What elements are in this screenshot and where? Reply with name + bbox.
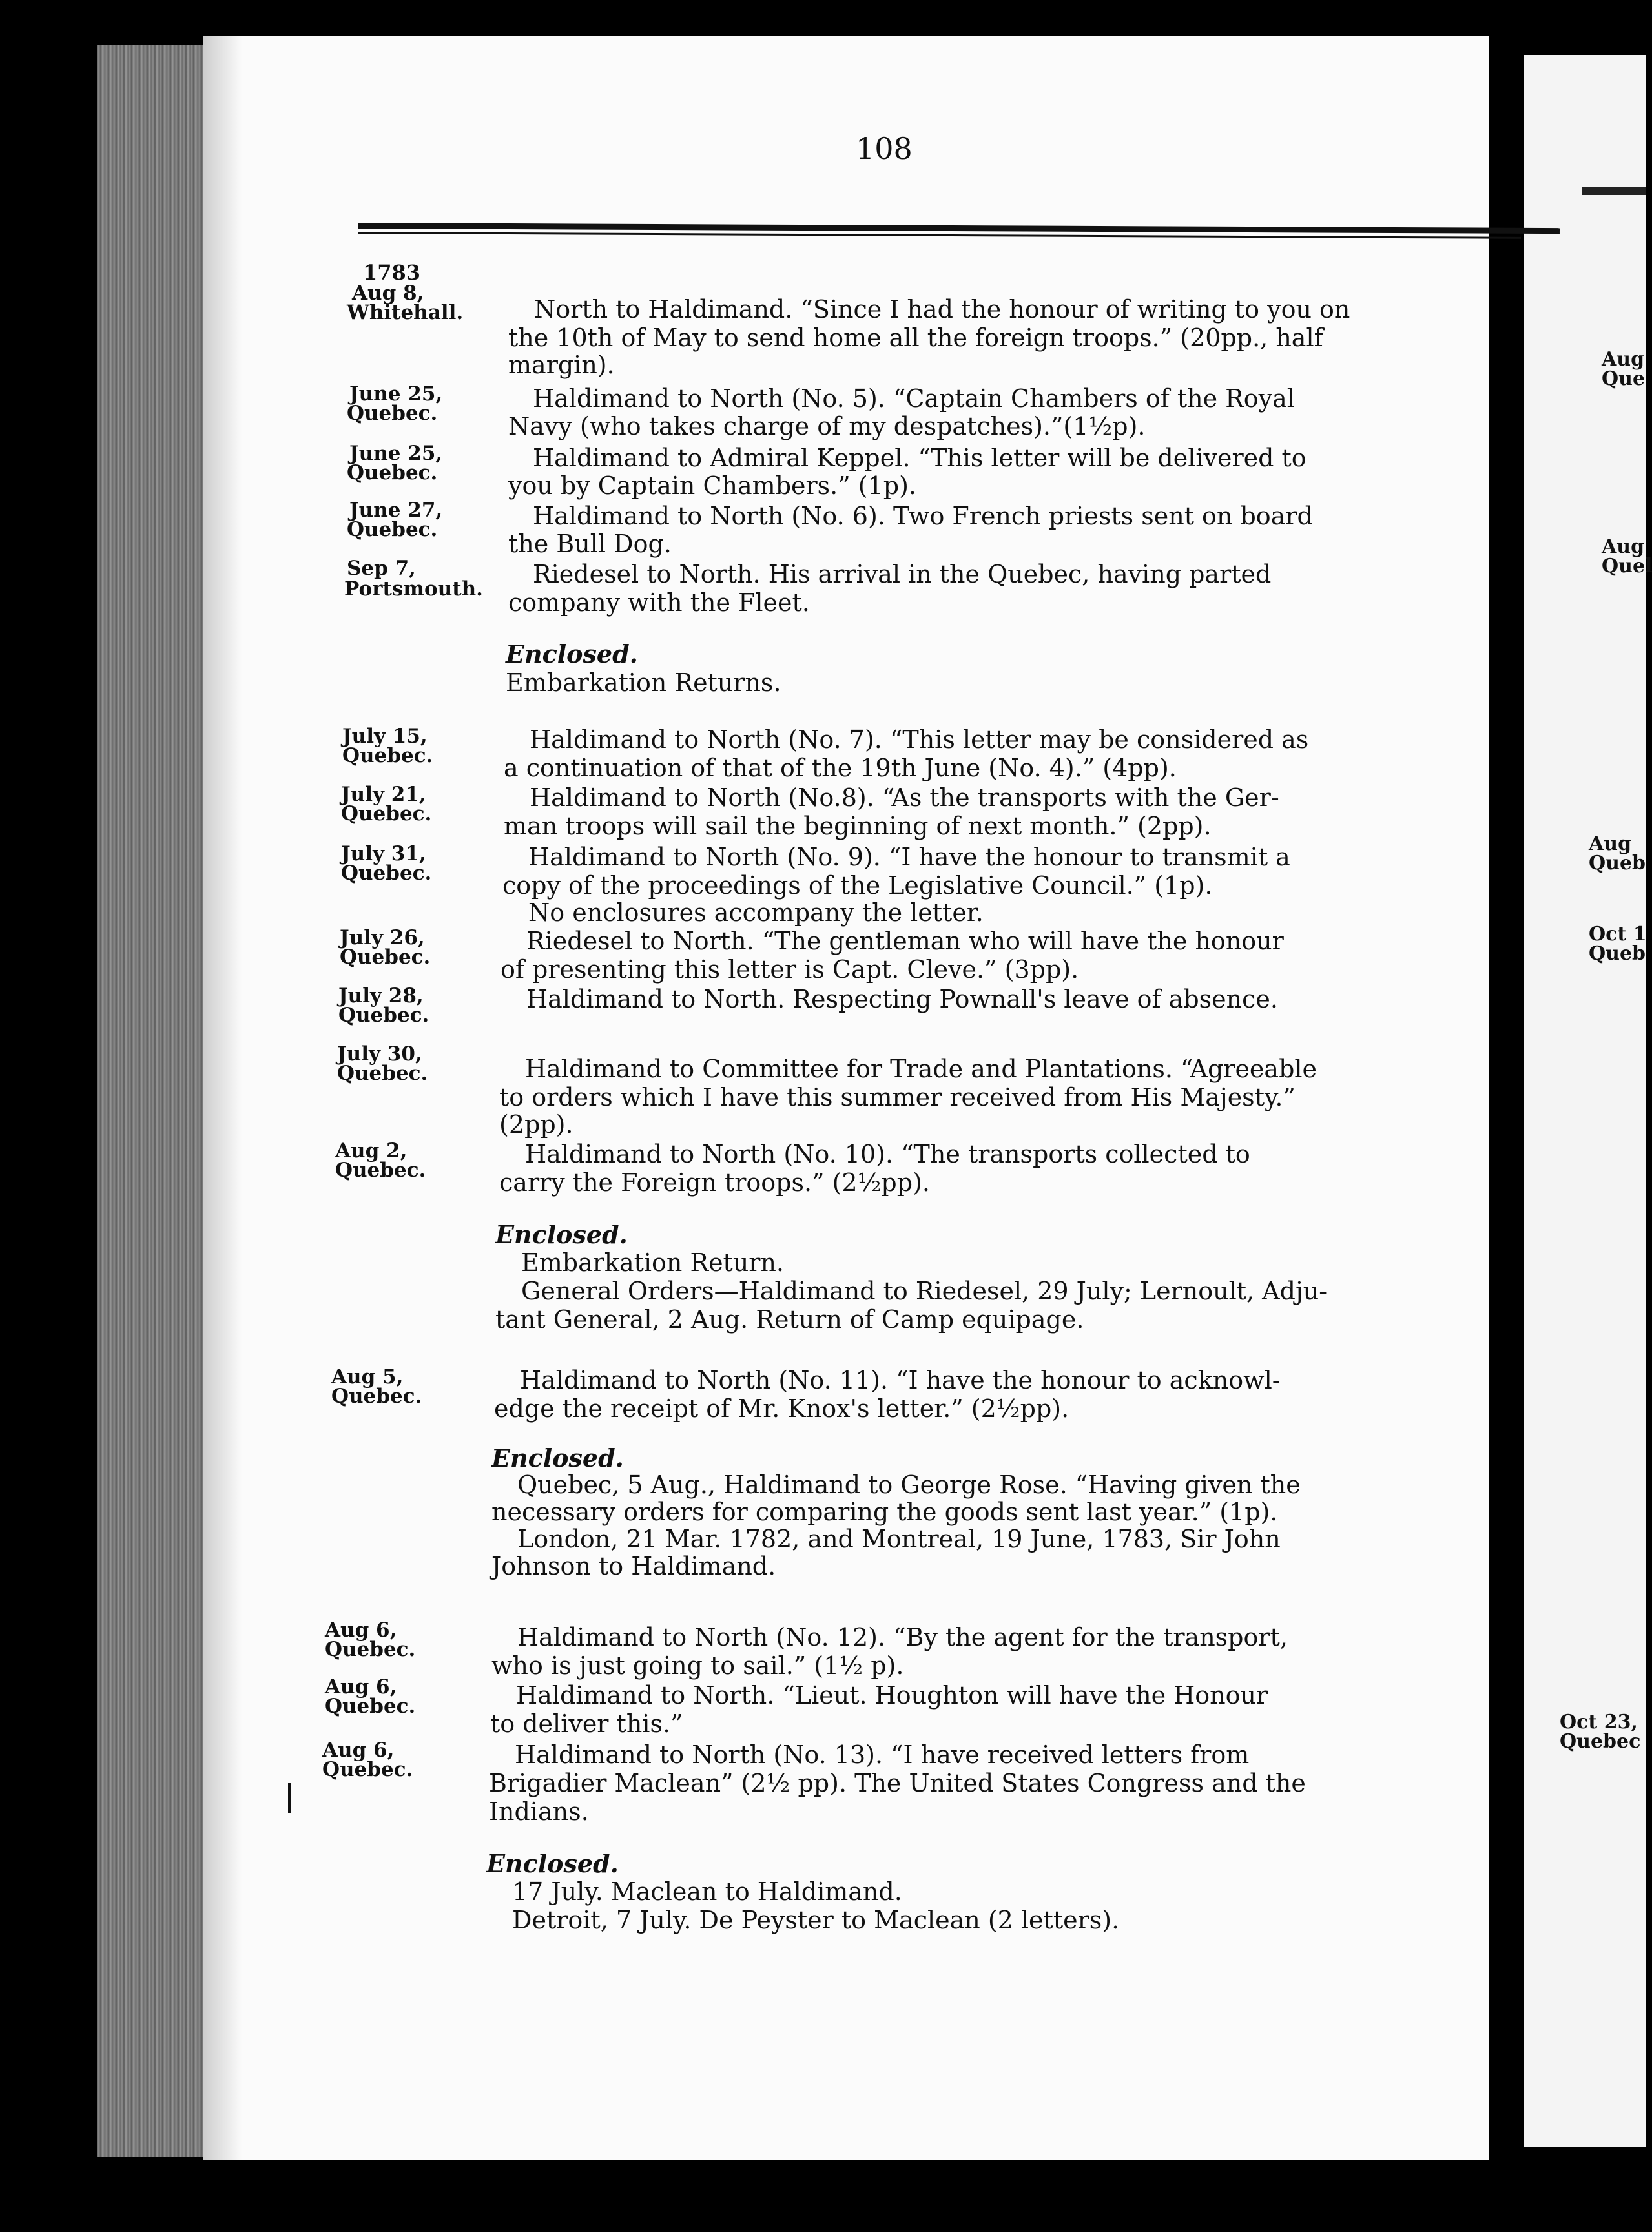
entry-place: Quebec. — [322, 1758, 413, 1781]
entry-date: June 27, — [349, 499, 443, 522]
adjacent-page-label: Queb — [1589, 942, 1646, 965]
entry-text-line: Haldimand to Committee for Trade and Plantations. “Agreeable — [525, 1055, 1317, 1083]
entry-date: July 28, — [338, 984, 424, 1008]
entry-place: Quebec. — [347, 461, 438, 484]
entry-text-line: Haldimand to North (No. 6). Two French priests sent on board — [533, 502, 1313, 530]
entry-text-line: to orders which I have this summer received from His Majesty.” — [499, 1083, 1296, 1111]
entry-text-line: carry the Foreign troops.” (2½pp). — [499, 1168, 930, 1197]
entry-text-line: Quebec, 5 Aug., Haldimand to George Rose. “Having given the — [517, 1471, 1301, 1499]
entry-text-line: London, 21 Mar. 1782, and Montreal, 19 June, 1783, Sir John — [517, 1525, 1281, 1553]
entry-text-line: necessary orders for comparing the goods sent last year.” (1p). — [491, 1498, 1278, 1526]
entry-place: Quebec. — [347, 518, 438, 541]
entry-date: Aug 5, — [331, 1365, 404, 1389]
entry-text-line: Haldimand to Admiral Keppel. “This letter will be delivered to — [533, 444, 1306, 472]
entry-text-line: to deliver this.” — [490, 1710, 683, 1738]
entry-text-line: Johnson to Haldimand. — [491, 1552, 776, 1580]
entry-text-line: No enclosures accompany the letter. — [528, 898, 984, 927]
entry-place: Quebec. — [331, 1385, 422, 1408]
entry-text-line: margin). — [508, 351, 615, 379]
adjacent-page-label: Aug — [1602, 348, 1645, 371]
entry-text-line: Haldimand to North. “Lieut. Houghton will have the Honour — [516, 1681, 1268, 1710]
year-label: 1783 — [363, 260, 421, 285]
entry-text-line: Haldimand to North (No. 12). “By the agent for the transport, — [517, 1623, 1288, 1651]
entry-text-line: Riedesel to North. “The gentleman who will have the honour — [526, 927, 1284, 955]
adjacent-page-label: Oct 23, — [1560, 1711, 1638, 1733]
entry-place: Quebec. — [337, 1062, 428, 1085]
entry-text-line: Embarkation Returns. — [506, 668, 781, 697]
entry-text-line: Detroit, 7 July. De Peyster to Maclean (2 letters). — [512, 1906, 1120, 1934]
entry-text-line: 17 July. Maclean to Haldimand. — [512, 1877, 902, 1906]
book-spine-edge — [97, 45, 203, 2157]
adjacent-page-label: Quel — [1602, 555, 1652, 577]
entry-text-line: Haldimand to North (No. 13). “I have received letters from — [515, 1741, 1250, 1769]
enclosed-label: Enclosed. — [495, 1220, 628, 1249]
entry-date: July 30, — [337, 1042, 422, 1066]
adjacent-page-label: Aug — [1589, 832, 1632, 855]
enclosed-label: Enclosed. — [506, 639, 638, 668]
entry-text-line: North to Haldimand. “Since I had the honour of writing to you on — [534, 295, 1350, 324]
adjacent-page-fragment — [1524, 55, 1652, 2147]
entry-text-line: copy of the proceedings of the Legislative Council.” (1p). — [502, 871, 1213, 900]
adjacent-page-label: Quebec — [1560, 1730, 1641, 1753]
entry-text-line: Indians. — [489, 1797, 589, 1826]
entry-date: Aug 6, — [322, 1739, 395, 1762]
adjacent-page-label: Que — [1602, 367, 1646, 390]
entry-date: Sep 7, — [347, 557, 416, 580]
adjacent-page-label: Aug — [1602, 535, 1645, 558]
entry-text-line: Navy (who takes charge of my despatches).”(1½p). — [508, 412, 1146, 440]
entry-text-line: tant General, 2 Aug. Return of Camp equipage. — [495, 1305, 1084, 1334]
entry-text-line: the 10th of May to send home all the foreign troops.” (20pp., half — [508, 324, 1323, 352]
entry-text-line: man troops will sail the beginning of next month.” (2pp). — [504, 812, 1212, 840]
adjacent-page-label: Oct 1 — [1589, 923, 1647, 946]
entry-text-line: company with the Fleet. — [508, 588, 810, 617]
entry-text-line: Haldimand to North (No. 9). “I have the honour to transmit a — [528, 843, 1290, 871]
entry-date: Aug 6, — [325, 1618, 397, 1642]
entry-text-line: Embarkation Return. — [521, 1248, 785, 1277]
entry-date: July 31, — [341, 842, 426, 865]
entry-text-line: Haldimand to North (No. 7). “This letter may be considered as — [530, 725, 1309, 754]
entry-text-line: Haldimand to North (No. 10). “The transports collected to — [525, 1140, 1250, 1168]
entry-date: Aug 6, — [325, 1675, 397, 1699]
entry-text-line: General Orders—Haldimand to Riedesel, 29 July; Lernoult, Adju- — [521, 1277, 1328, 1305]
entry-place: Quebec. — [340, 946, 431, 969]
adjacent-page-rule — [1582, 187, 1646, 195]
entry-place: Quebec. — [347, 402, 438, 425]
entry-place: Quebec. — [341, 862, 432, 885]
entry-place: Whitehall. — [347, 301, 464, 324]
entry-date: July 21, — [341, 783, 426, 806]
entry-place: Quebec. — [325, 1695, 416, 1718]
entry-text-line: of presenting this letter is Capt. Cleve.” (3pp). — [501, 955, 1079, 984]
entry-text-line: the Bull Dog. — [508, 530, 672, 558]
entry-date: Aug 8, — [352, 282, 424, 305]
entry-text-line: Brigadier Maclean” (2½ pp). The United States Congress and the — [489, 1769, 1306, 1797]
entry-date: Aug 2, — [335, 1139, 408, 1162]
entry-date: June 25, — [349, 382, 443, 406]
entry-place: Quebec. — [341, 802, 432, 825]
entry-text-line: you by Captain Chambers.” (1p). — [508, 471, 916, 500]
book-page — [203, 36, 1489, 2160]
entry-text-line: Haldimand to North (No.8). “As the transports with the Ger- — [530, 783, 1279, 812]
adjacent-page-label: Queb — [1589, 852, 1646, 874]
entry-text-line: Haldimand to North. Respecting Pownall's leave of absence. — [526, 985, 1278, 1013]
entry-date: June 25, — [349, 442, 443, 465]
entry-place: Quebec. — [335, 1159, 426, 1182]
entry-text-line: edge the receipt of Mr. Knox's letter.” (2½pp). — [494, 1394, 1069, 1423]
entry-text-line: who is just going to sail.” (1½ p). — [491, 1651, 904, 1680]
entry-date: July 26, — [340, 926, 425, 949]
entry-text-line: a continuation of that of the 19th June (No. 4).” (4pp). — [504, 754, 1177, 782]
page-number: 108 — [856, 131, 913, 166]
entry-text-line: (2pp). — [499, 1110, 573, 1139]
entry-place: Quebec. — [338, 1004, 429, 1027]
entry-place: Portsmouth. — [344, 577, 483, 601]
entry-date: July 15, — [342, 725, 428, 748]
entry-text-line: Haldimand to North (No. 11). “I have the honour to acknowl- — [520, 1366, 1281, 1394]
margin-pencil-mark — [288, 1783, 291, 1813]
entry-text-line: Haldimand to North (No. 5). “Captain Chambers of the Royal — [533, 384, 1295, 413]
enclosed-label: Enclosed. — [491, 1443, 624, 1472]
entry-place: Quebec. — [325, 1638, 416, 1661]
enclosed-label: Enclosed. — [486, 1849, 619, 1878]
entry-text-line: Riedesel to North. His arrival in the Quebec, having parted — [533, 560, 1272, 588]
entry-place: Quebec. — [342, 744, 433, 767]
